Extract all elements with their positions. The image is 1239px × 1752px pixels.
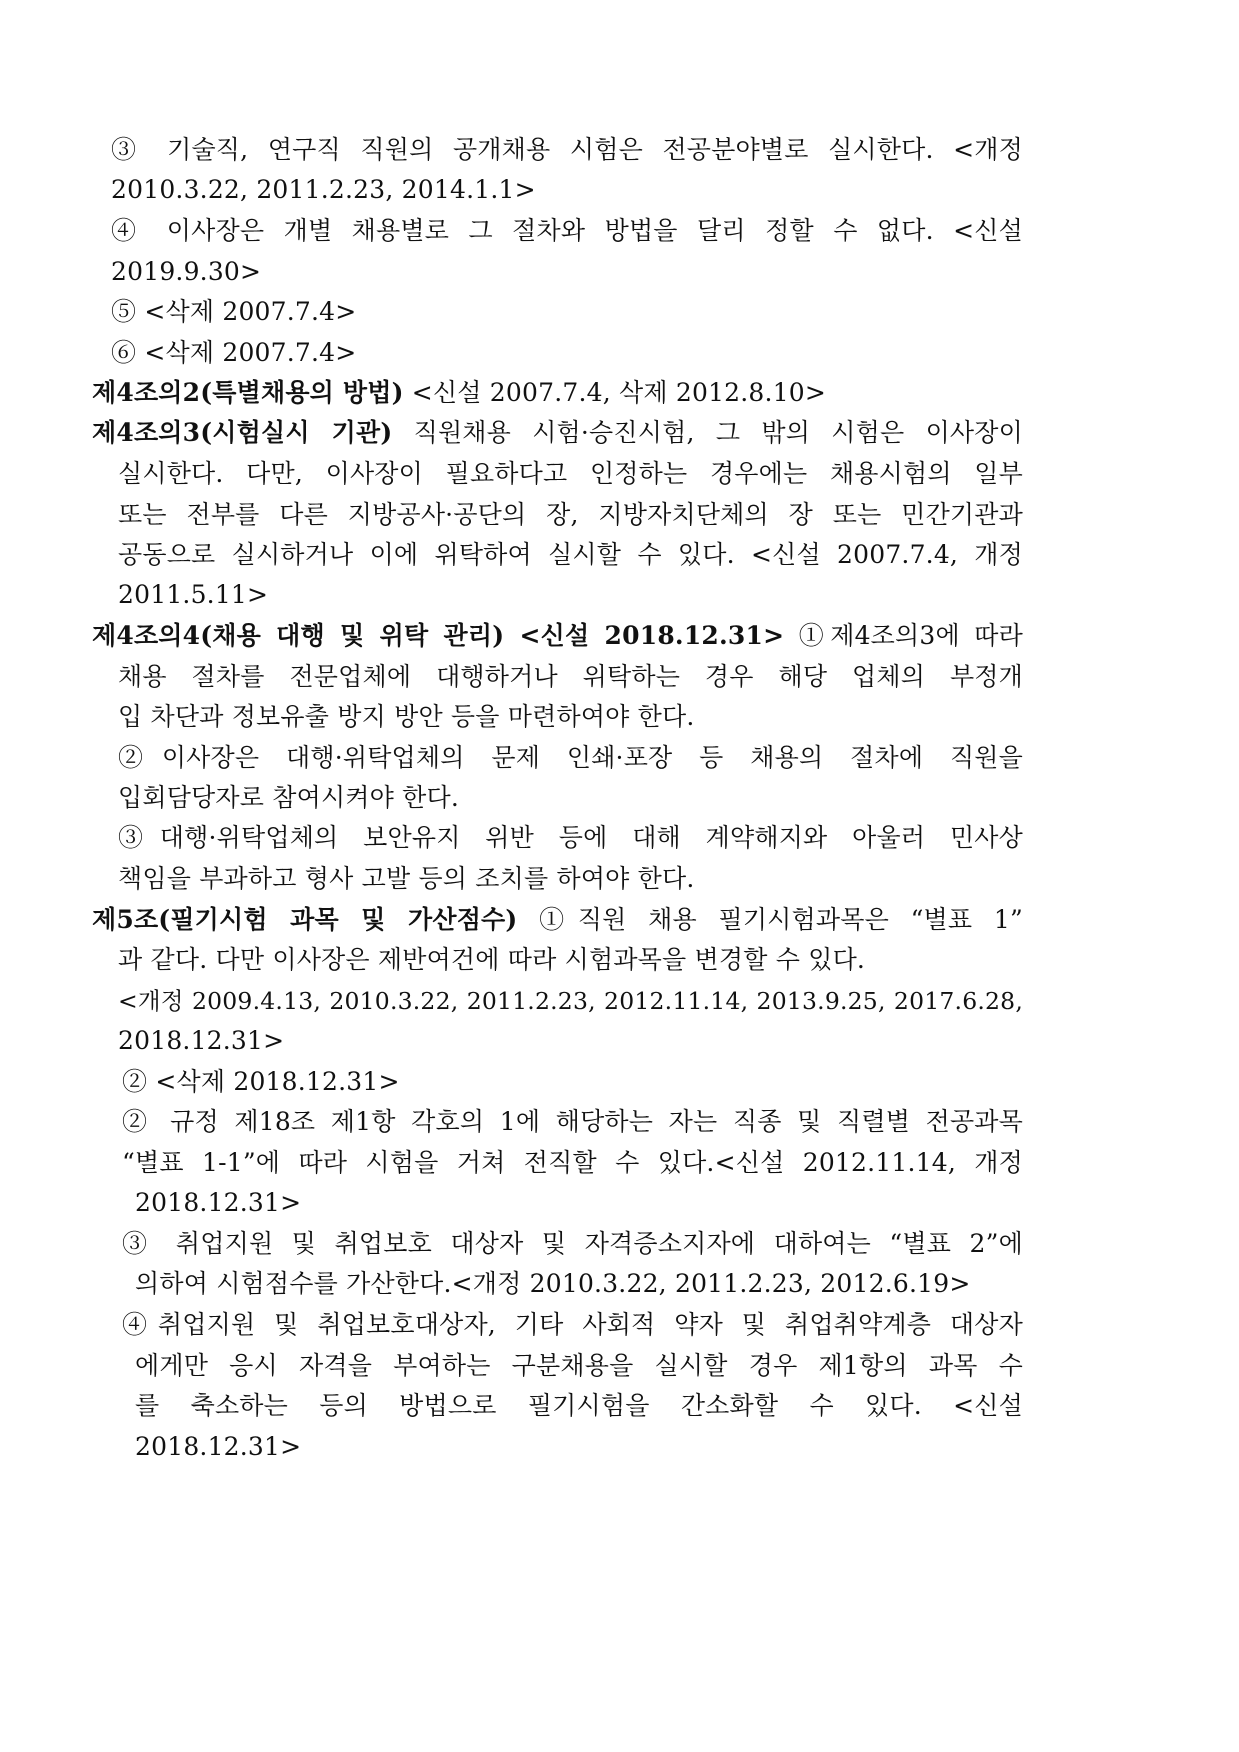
article-line	[92, 413, 1023, 453]
article-text: ①제4조의3에 따라	[784, 621, 1023, 650]
paragraph-line: 과 같다. 다만 이사장은 제반여건에 따라 시험과목을 변경할 수 있다.	[118, 945, 866, 974]
paragraph-line: 채용 절차를 전문업체에 대행하거나 위탁하는 경우 해당 업체의 부정개	[118, 662, 1023, 691]
paragraph-line: 2019.9.30>	[111, 257, 262, 286]
paragraph-line: 또는 전부를 다른 지방공사·공단의 장, 지방자치단체의 장 또는 민간기관과	[118, 500, 1023, 529]
paragraph-line: 공동으로 실시하거나 이에 위탁하여 실시할 수 있다. <신설 2007.7.4, 개정	[118, 540, 1023, 569]
paragraph-line: 2018.12.31>	[118, 1026, 285, 1055]
paragraph-line: ②이사장은 대행·위탁업체의 문제 인쇄·포장 등 채용의 절차에 직원을	[118, 743, 1023, 772]
article-title: 제4조의3(시험실시 기관)	[92, 418, 393, 447]
paragraph-line: 의하여 시험점수를 가산한다.<개정 2010.3.22, 2011.2.23, 2012.6.19>	[135, 1269, 971, 1298]
paragraph-line: ③ 기술직, 연구직 직원의 공개채용 시험은 전공분야별로 실시한다. <개정	[111, 135, 1023, 164]
paragraph-line: 입 차단과 정보유출 방지 방안 등을 마련하여야 한다.	[118, 702, 695, 731]
paragraph-line: 2011.5.11>	[118, 580, 269, 609]
paragraph-line: “별표 1-1”에 따라 시험을 거쳐 전직할 수 있다.<신설 2012.11.14, 개정	[122, 1148, 1023, 1177]
article-line	[92, 616, 1023, 656]
paragraph-line: 2018.12.31>	[135, 1432, 302, 1461]
article-title: 제4조의2(특별채용의 방법)	[92, 378, 404, 407]
article-text: ①직원 채용 필기시험과목은 “별표 1”	[517, 905, 1023, 934]
paragraph-line: ④취업지원 및 취업보호대상자, 기타 사회적 약자 및 취업취약계층 대상자	[122, 1310, 1023, 1339]
paragraph-line: ② <삭제 2018.12.31>	[122, 1067, 400, 1096]
paragraph-line: <개정 2009.4.13, 2010.3.22, 2011.2.23, 2012.11.14, 2013.9.25, 2017.6.28,	[118, 987, 1023, 1015]
paragraph-line: 2010.3.22, 2011.2.23, 2014.1.1>	[111, 175, 536, 204]
article-line	[92, 373, 826, 413]
article-title: 제5조(필기시험 과목 및 가산점수)	[92, 905, 518, 934]
article-line	[92, 900, 1023, 940]
paragraph-line: ⑤ <삭제 2007.7.4>	[111, 297, 357, 326]
article-text: 직원채용 시험·승진시험, 그 밖의 시험은 이사장이	[392, 418, 1023, 447]
paragraph-line: 를 축소하는 등의 방법으로 필기시험을 간소화할 수 있다. <신설	[135, 1391, 1023, 1420]
article-text: <신설 2007.7.4, 삭제 2012.8.10>	[403, 378, 827, 407]
paragraph-line: 실시한다. 다만, 이사장이 필요하다고 인정하는 경우에는 채용시험의 일부	[118, 459, 1023, 488]
paragraph-line: 2018.12.31>	[135, 1188, 302, 1217]
paragraph-line: 입회담당자로 참여시켜야 한다.	[118, 783, 459, 812]
paragraph-line: ④ 이사장은 개별 채용별로 그 절차와 방법을 달리 정할 수 없다. <신설	[111, 216, 1023, 245]
paragraph-line: ② 규정 제18조 제1항 각호의 1에 해당하는 자는 직종 및 직렬별 전공과목	[122, 1107, 1023, 1136]
paragraph-line: 에게만 응시 자격을 부여하는 구분채용을 실시할 경우 제1항의 과목 수	[135, 1351, 1023, 1380]
paragraph-line: ③대행·위탁업체의 보안유지 위반 등에 대해 계약해지와 아울러 민사상	[118, 823, 1023, 852]
paragraph-line: ⑥ <삭제 2007.7.4>	[111, 338, 357, 367]
article-title: 제4조의4(채용 대행 및 위탁 관리) <신설 2018.12.31>	[92, 621, 785, 650]
paragraph-line: ③ 취업지원 및 취업보호 대상자 및 자격증소지자에 대하여는 “별표 2”에	[122, 1229, 1023, 1258]
paragraph-line: 책임을 부과하고 형사 고발 등의 조치를 하여야 한다.	[118, 864, 695, 893]
